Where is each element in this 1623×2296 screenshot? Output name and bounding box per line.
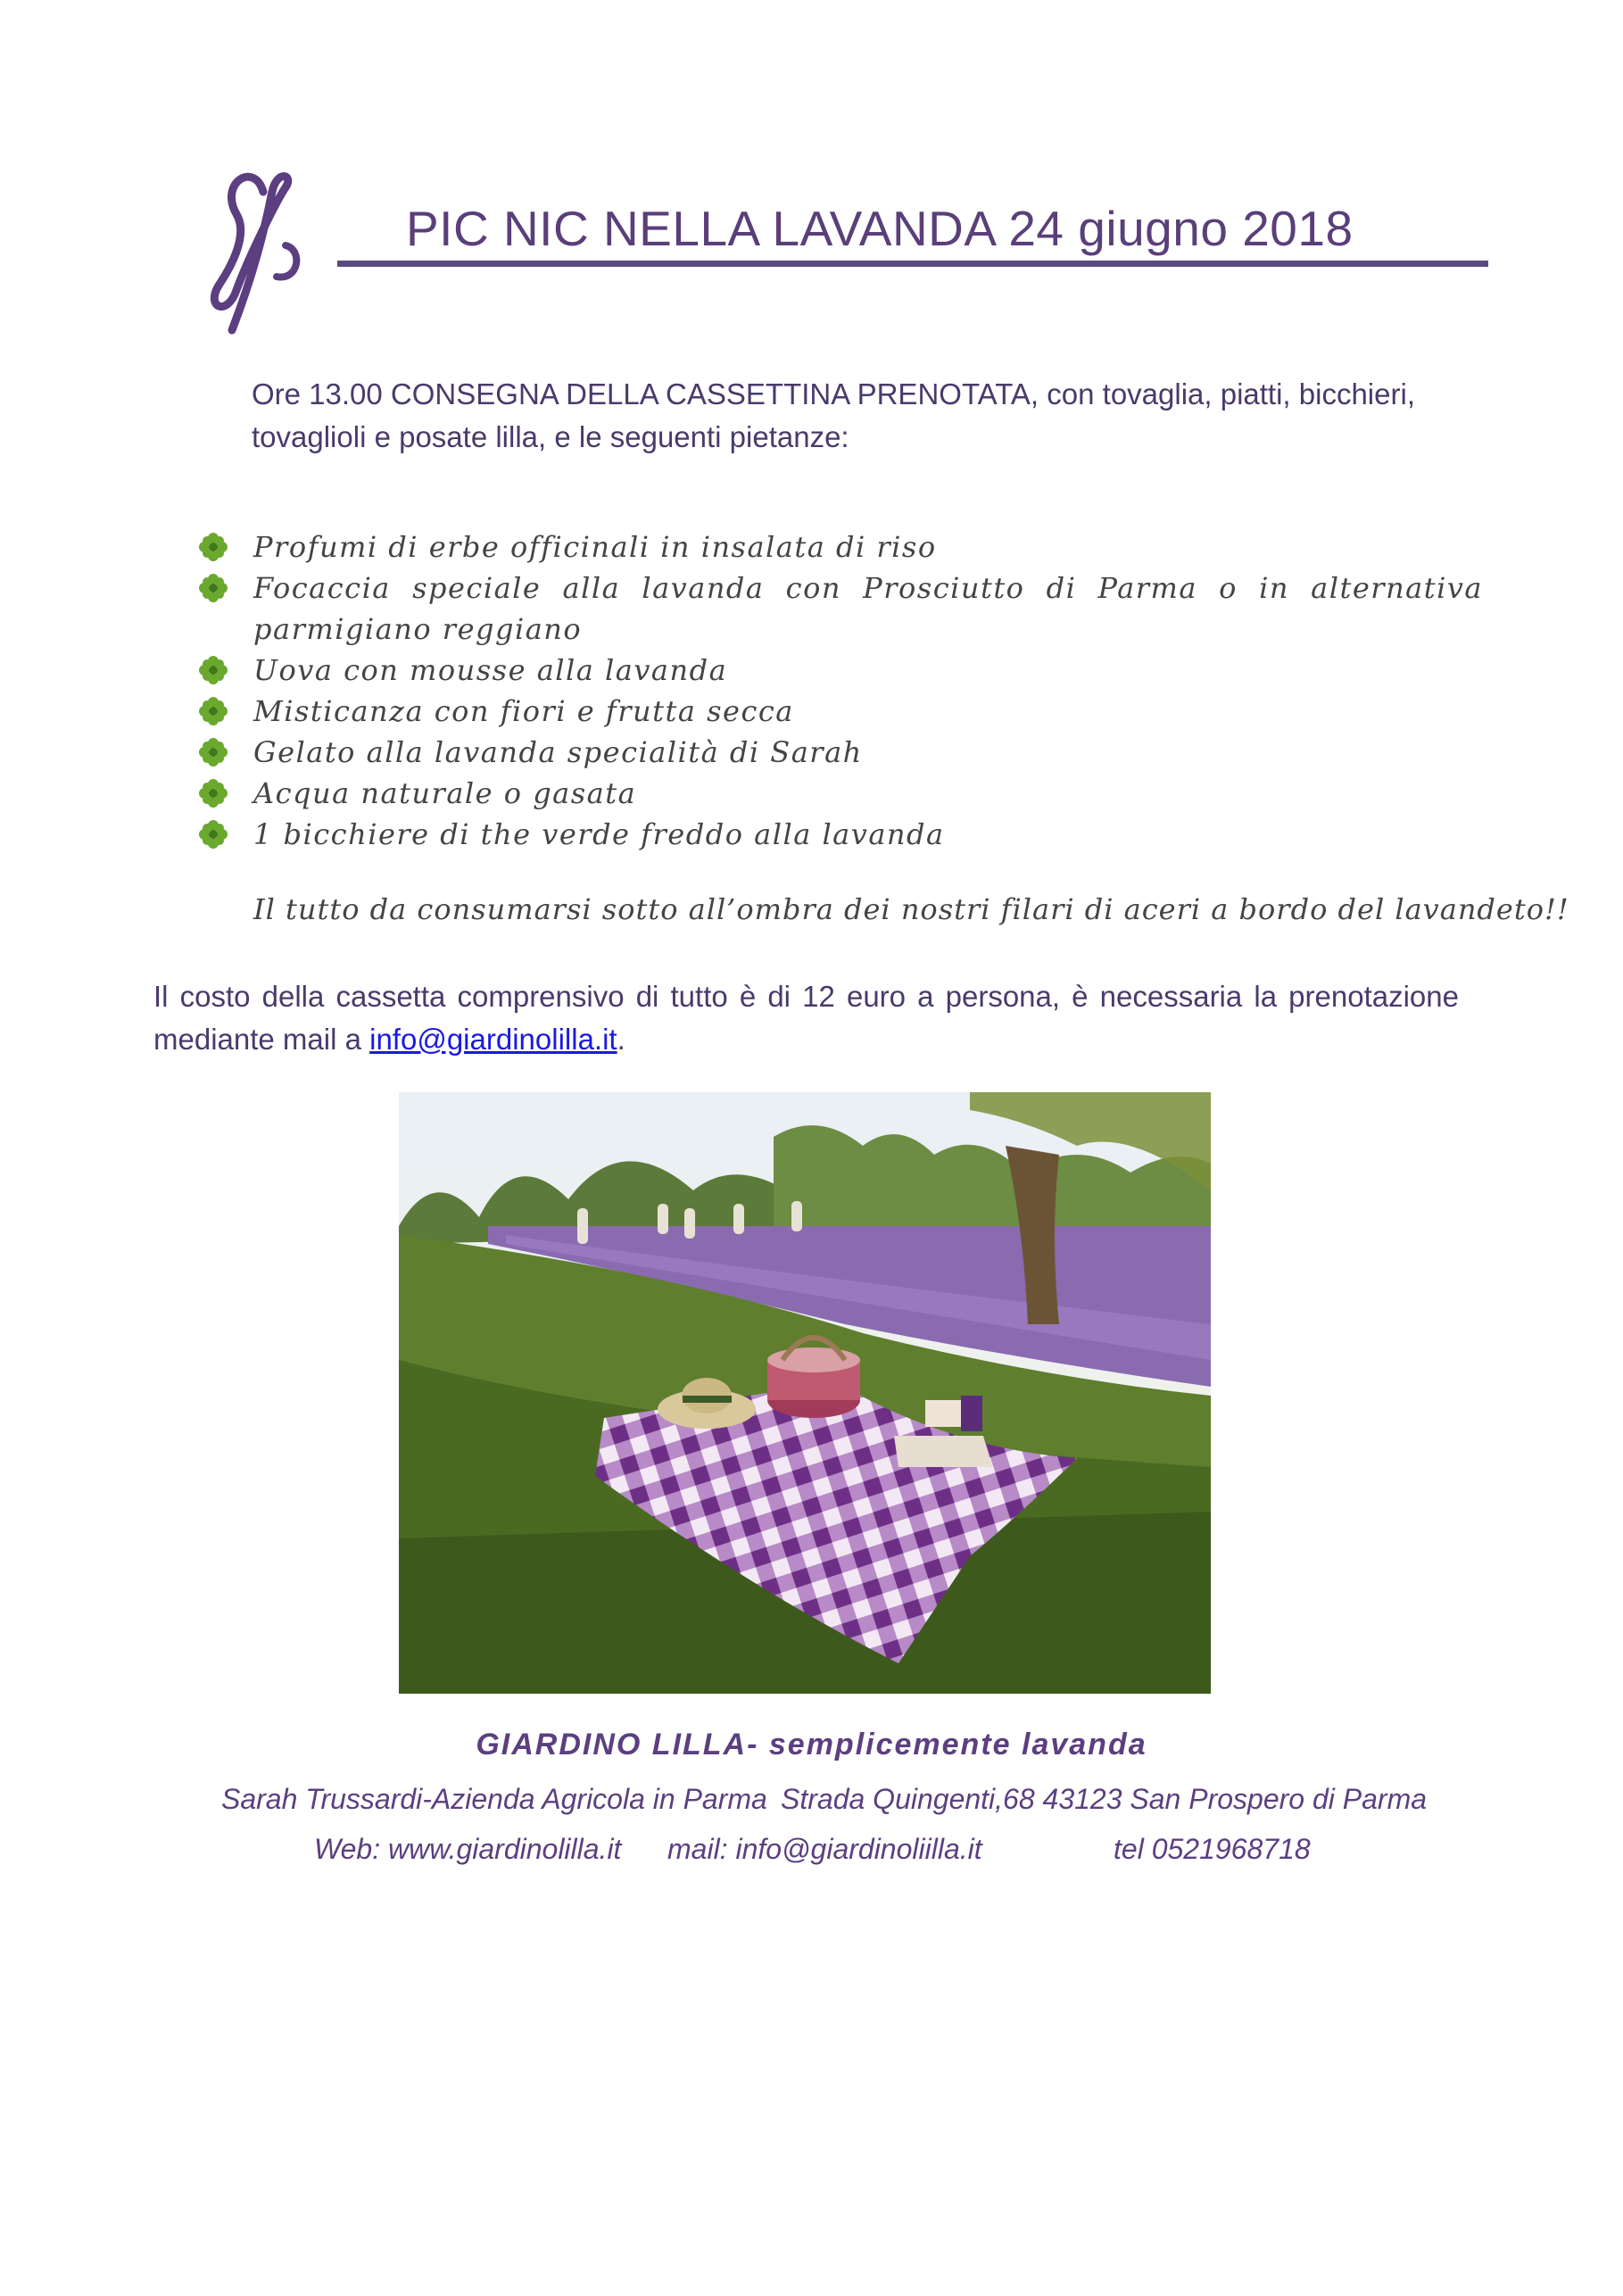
menu-item-text: 1 bicchiere di the verde freddo alla lavanda <box>253 817 945 851</box>
page-title: PIC NIC NELLA LAVANDA 24 giugno 2018 <box>406 201 1354 256</box>
menu-item-text: Uova con mousse alla lavanda <box>253 653 728 687</box>
picnic-scene-image <box>399 1092 1211 1694</box>
flower-bullet-icon <box>198 737 228 767</box>
flower-bullet-icon <box>198 778 228 808</box>
menu-item-text: Profumi di erbe officinali in insalata di riso <box>253 530 937 564</box>
flower-bullet-icon <box>198 819 228 850</box>
website-text: Web: www.giardinolilla.it <box>314 1833 622 1865</box>
list-item <box>198 691 1483 732</box>
list-item <box>198 732 1483 773</box>
closing-note: Il tutto da consumarsi sotto all’ombra dei nostri filari di aceri a bordo del lavandeto!! <box>253 892 1569 926</box>
brand-tagline: GIARDINO LILLA- semplicemente lavanda <box>476 1728 1147 1761</box>
phone-text: tel 0521968718 <box>1114 1833 1311 1865</box>
cost-text: Il costo della cassetta comprensivo di tutto è di 12 euro a persona, è necessaria la prenotazione mediante mail a <box>153 980 1459 1056</box>
company-name: Sarah Trussardi-Azienda Agricola in Parma <box>221 1783 767 1815</box>
flower-bullet-icon <box>198 655 228 685</box>
list-item <box>198 526 1483 568</box>
cost-text-end: . <box>617 1023 625 1056</box>
list-item <box>198 650 1483 691</box>
menu-item-text: Focaccia speciale alla lavanda con Prosciutto di Parma o in alternativa parmigiano reggiano <box>253 571 1483 646</box>
title-underline <box>337 261 1488 267</box>
menu-item-text: Gelato alla lavanda specialità di Sarah <box>253 735 863 769</box>
company-address: Strada Quingenti,68 43123 San Prospero di Parma <box>781 1783 1428 1815</box>
cost-paragraph <box>153 975 1459 1061</box>
list-item <box>198 814 1483 855</box>
flower-bullet-icon <box>198 532 228 562</box>
menu-item-text: Acqua naturale o gasata <box>253 776 637 810</box>
intro-paragraph: Ore 13.00 CONSEGNA DELLA CASSETTINA PRENOTATA, con tovaglia, piatti, bicchieri, tovaglioli e posate lilla, e le seguenti pietanze: <box>252 377 1415 453</box>
list-item <box>198 773 1483 814</box>
email-link[interactable]: info@giardinolilla.it <box>369 1023 617 1056</box>
menu-list <box>198 526 1483 855</box>
picnic-photo <box>399 1092 1211 1694</box>
flower-bullet-icon <box>198 573 228 603</box>
footer-email-text: mail: info@giardinoliilla.it <box>667 1833 982 1865</box>
flower-bullet-icon <box>198 696 228 726</box>
list-item <box>198 568 1483 650</box>
logo-monogram <box>201 165 308 344</box>
menu-item-text: Misticanza con fiori e frutta secca <box>253 694 794 728</box>
